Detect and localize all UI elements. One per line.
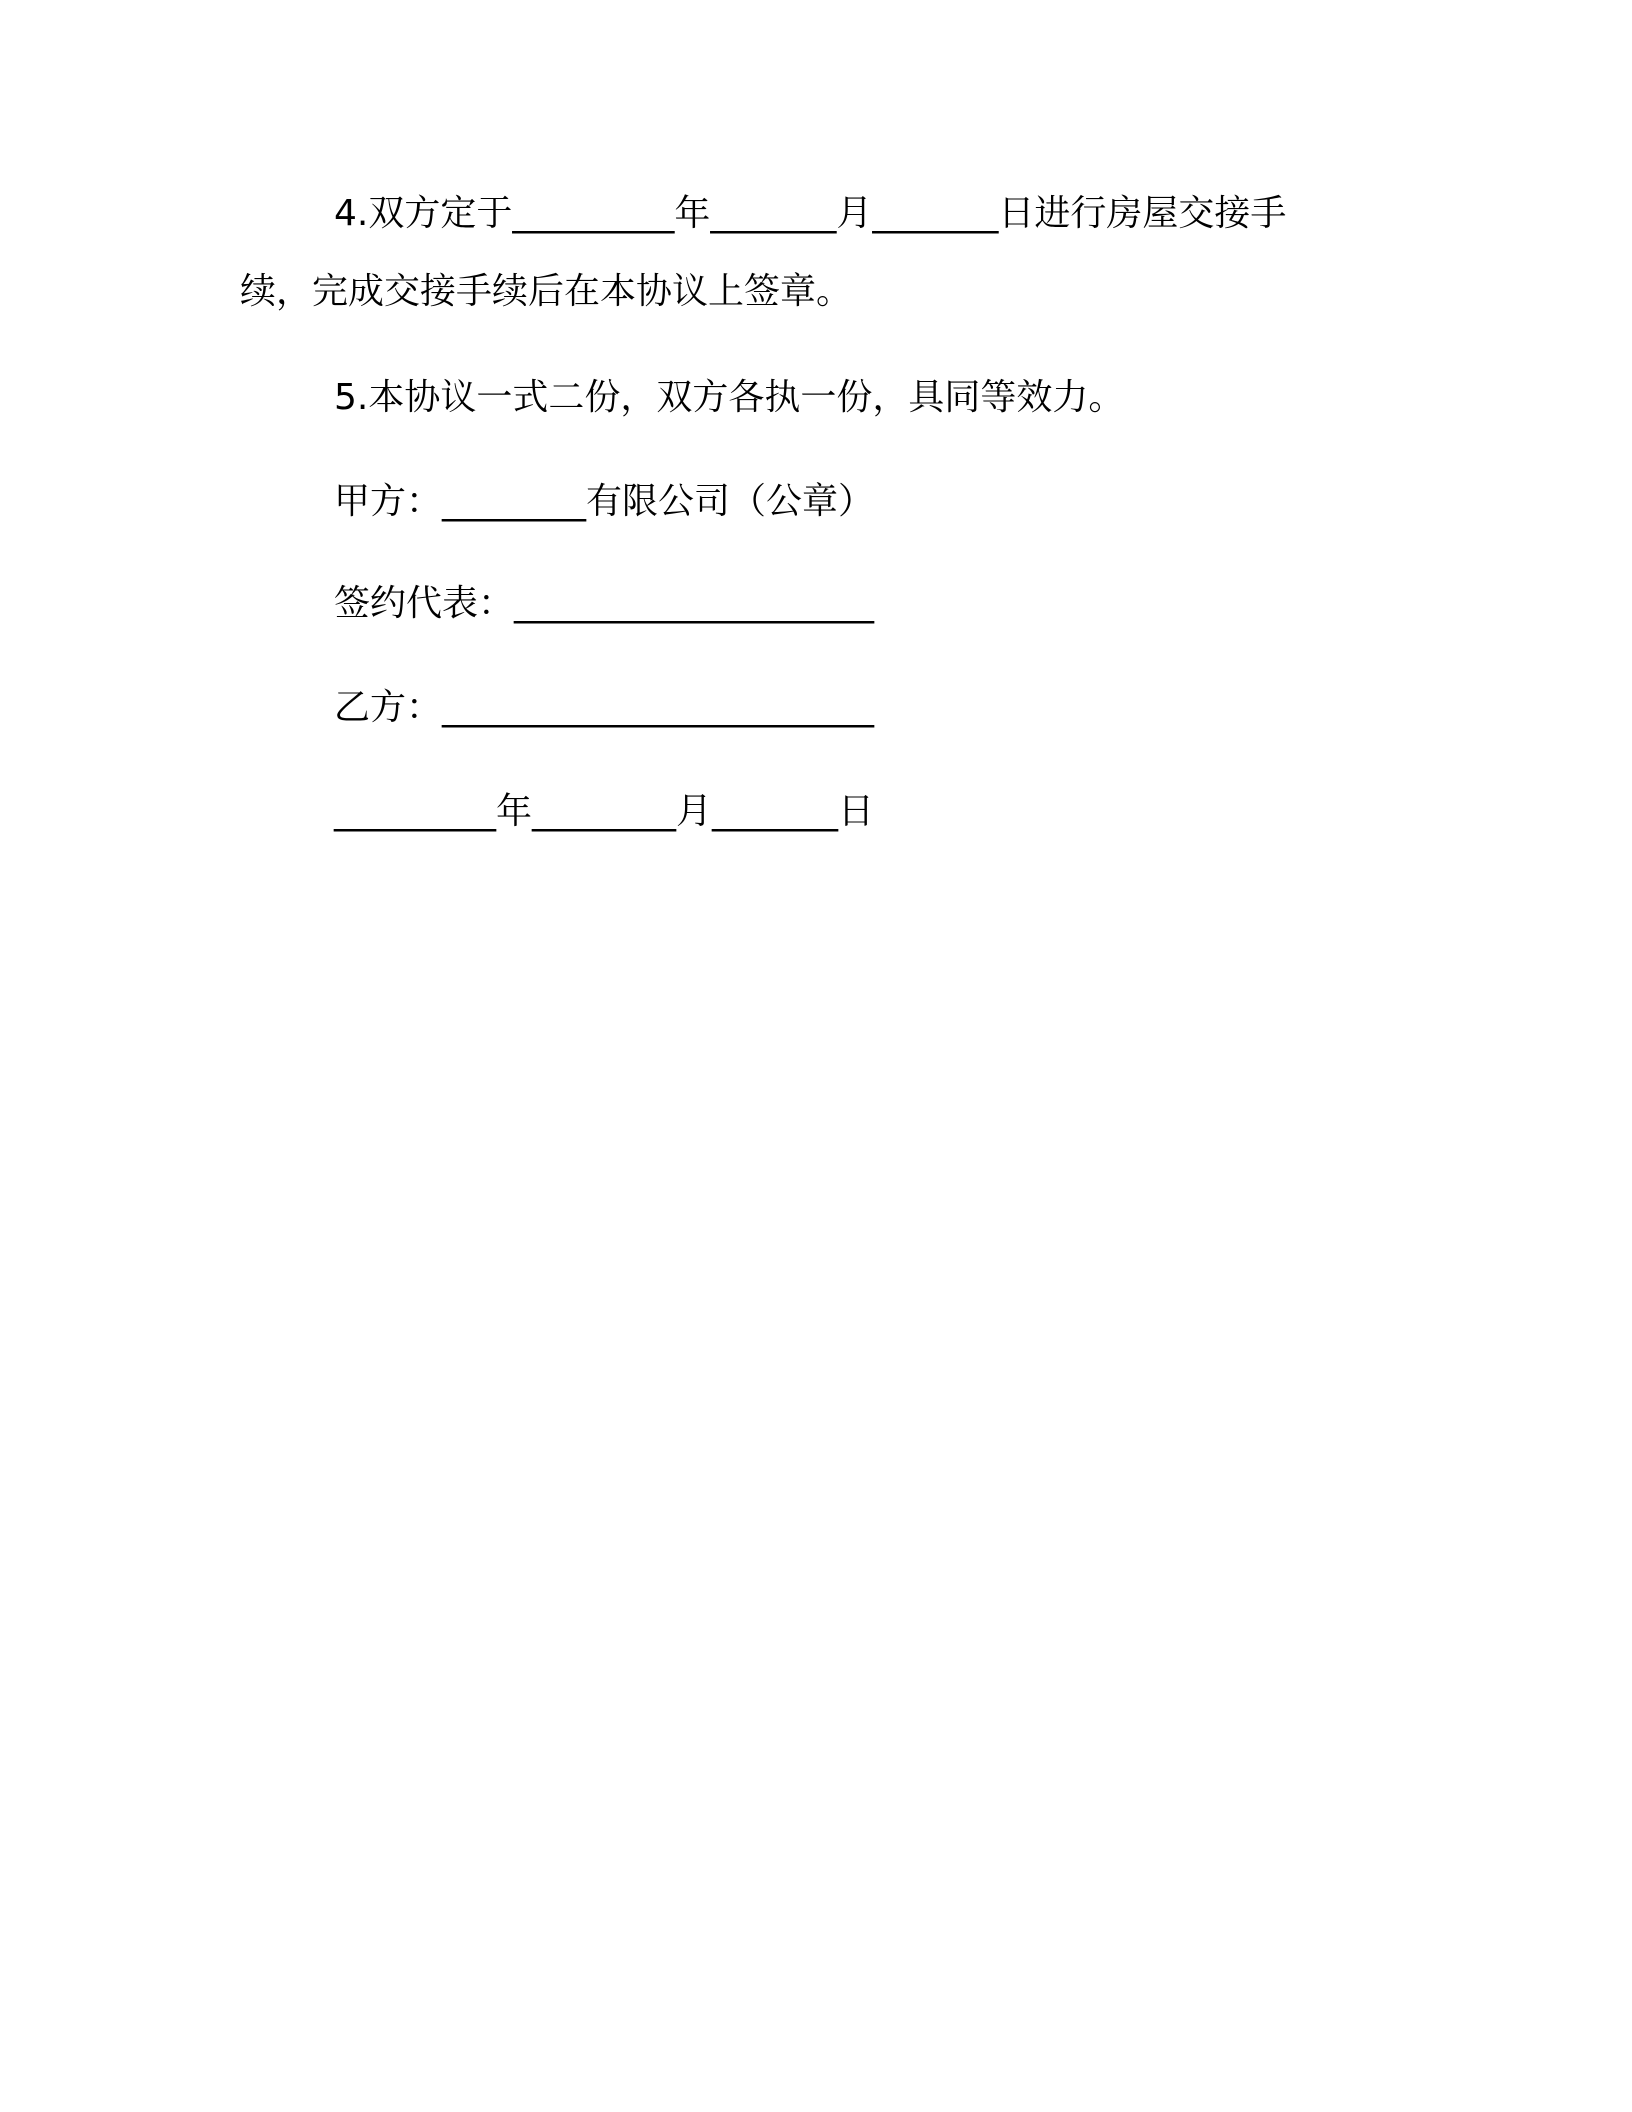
party-b-signature-line: 乙方：________________________ bbox=[334, 687, 875, 728]
party-a-signature-line: 甲方：________有限公司（公章） bbox=[334, 481, 875, 522]
clause-4-line-2: 续，完成交接手续后在本协议上签章。 bbox=[240, 271, 853, 312]
representative-signature-line: 签约代表：____________________ bbox=[334, 583, 875, 624]
clause-5: 5.本协议一式二份，双方各执一份，具同等效力。 bbox=[334, 377, 1125, 418]
clause-4-line-1: 4.双方定于_________年_______月_______日进行房屋交接手 bbox=[334, 193, 1287, 234]
signature-date-line: _________年________月_______日 bbox=[334, 791, 874, 832]
